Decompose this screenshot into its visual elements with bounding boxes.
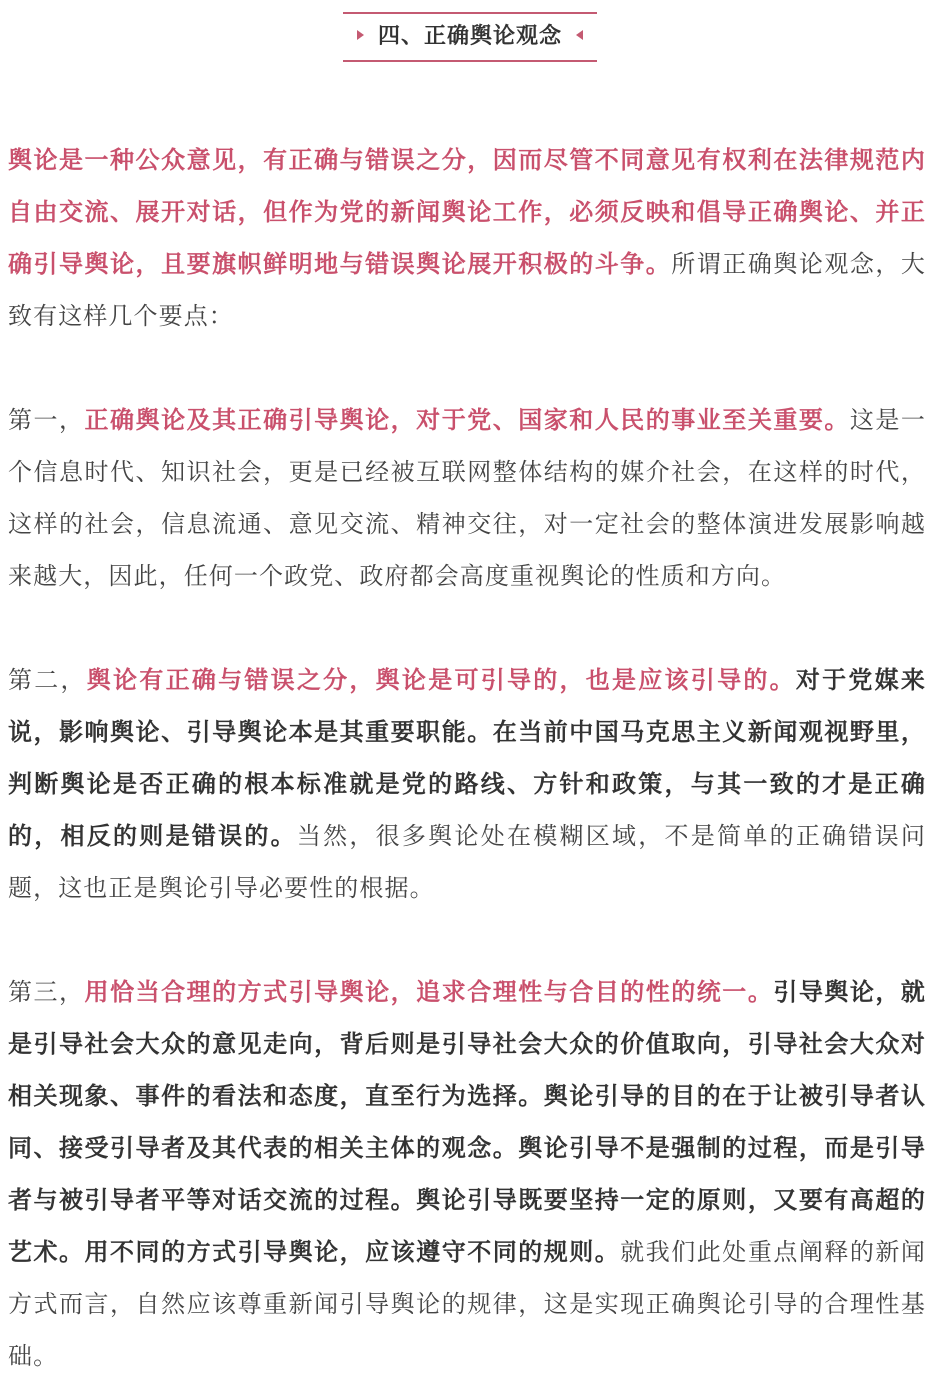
section-header [0, 12, 940, 62]
right-triangle-icon [357, 30, 364, 40]
paragraph-intro [8, 134, 926, 342]
highlight-text: 正确舆论及其正确引导舆论，对于党、国家和人民的事业至关重要。 [84, 406, 850, 434]
body-text: 当然，很多舆论处在模糊区域，不是简单的正确错误问题，这也正是舆论引导必要性的根据。 [8, 822, 926, 902]
point-lead: 第一， [8, 406, 85, 434]
bold-text: 对于党媒来说，影响舆论、引导舆论本是其重要职能。在当前中国马克思主义新闻观视野里，判断舆论是否正确的根本标准就是党的路线、方针和政策，与其一致的才是正确的，相反的则是错误的。 [8, 666, 927, 850]
paragraph-point-2 [8, 654, 926, 914]
paragraph-point-1 [8, 394, 926, 602]
point-lead: 第三， [8, 978, 85, 1006]
highlight-text: 舆论有正确与错误之分，舆论是可引导的，也是应该引导的。 [86, 666, 796, 694]
bold-text: 引导舆论，就是引导社会大众的意见走向，背后则是引导社会大众的价值取向，引导社会大众对相关现象、事件的看法和态度，直至行为选择。舆论引导的目的在于让被引导者认同、接受引导者及其代表的相关主体的观念。舆论引导不是强制的过程，而是引导者与被引导者平等对话交流的过程。舆论引导既要坚持一定的原则，又要有高超的艺术。用不同的方式引导舆论，应该遵守不同的规则。 [8, 978, 926, 1266]
left-triangle-icon [576, 30, 583, 40]
section-title: 四、正确舆论观念 [377, 24, 562, 49]
body-text: 所谓正确舆论观念，大致有这样几个要点： [8, 250, 926, 330]
body-text: 就我们此处重点阐释的新闻方式而言，自然应该尊重新闻引导舆论的规律，这是实现正确舆论引导的合理性基础。 [8, 1238, 926, 1370]
body-text: 这是一个信息时代、知识社会，更是已经被互联网整体结构的媒介社会，在这样的时代，这样的社会，信息流通、意见交流、精神交往，对一定社会的整体演进发展影响越来越大，因此，任何一个政党、政府都会高度重视舆论的性质和方向。 [8, 406, 926, 590]
section-title-box [343, 12, 597, 62]
point-lead: 第二， [8, 666, 87, 694]
highlight-text: 舆论是一种公众意见，有正确与错误之分，因而尽管不同意见有权利在法律规范内自由交流、展开对话，但作为党的新闻舆论工作，必须反映和倡导正确舆论、并正确引导舆论，且要旗帜鲜明地与错误舆论展开积极的斗争。 [8, 146, 926, 278]
paragraph-point-3 [8, 966, 926, 1382]
highlight-text: 用恰当合理的方式引导舆论，追求合理性与合目的性的统一。 [84, 978, 774, 1006]
